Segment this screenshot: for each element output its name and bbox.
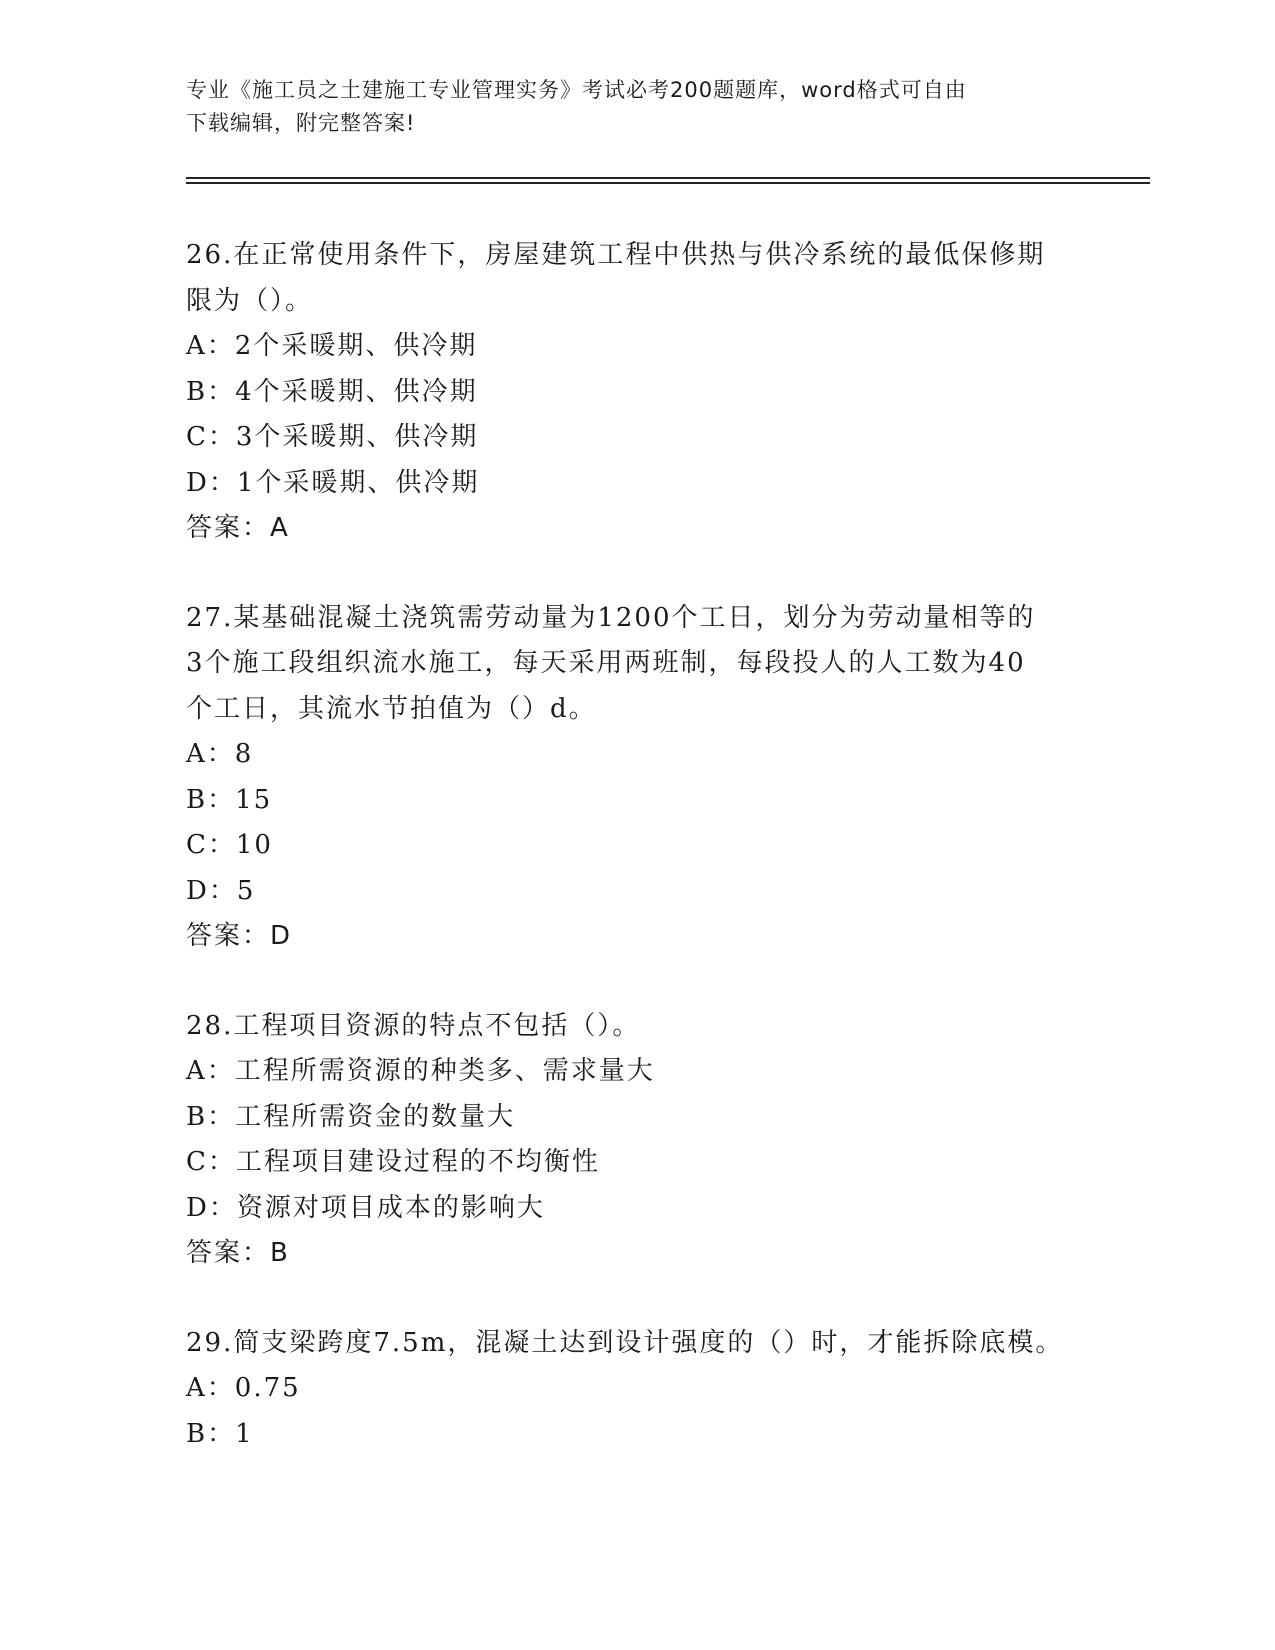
question-stem: 28.工程项目资源的特点不包括（）。 [186,1010,641,1041]
header-line-1: 专业《施工员之土建施工专业管理实务》考试必考200题题库，word格式可自由 [186,78,967,102]
option-b: B：1 [186,1418,254,1449]
option-b: B：15 [186,784,273,815]
option-c: C：10 [186,830,273,860]
question-29 [186,1321,1086,1458]
question-stem: 27.某基础混凝土浇筑需劳动量为1200个工日，划分为劳动量相等的 [186,602,1036,633]
option-b: B：工程所需资金的数量大 [186,1101,516,1132]
question-stem: 29.简支梁跨度7.5m，混凝土达到设计强度的（）时，才能拆除底模。 [186,1327,1064,1358]
question-stem: 26.在正常使用条件下，房屋建筑工程中供热与供冷系统的最低保修期 [186,240,1046,270]
question-stem: 3个施工段组织流水施工，每天采用两班制，每段投人的人工数为40 [186,648,1026,678]
option-d: D：1个采暖期、供冷期 [186,467,480,498]
answer-line: 答案：A [186,513,290,543]
question-26 [186,233,1086,552]
option-d: D：资源对项目成本的影响大 [186,1192,545,1223]
question-list [186,233,1086,1501]
header-line-2: 下载编辑，附完整答案! [186,111,416,135]
header-divider-top [186,177,1150,179]
question-stem: 限为（）。 [186,285,314,316]
option-a: A：2个采暖期、供冷期 [186,331,478,361]
option-a: A：工程所需资源的种类多、需求量大 [186,1056,655,1086]
option-a: A：8 [186,739,254,769]
question-28 [186,1004,1086,1277]
header-divider-bottom [186,182,1150,184]
answer-line: 答案：D [186,921,293,951]
option-a: A：0.75 [186,1373,301,1403]
option-d: D：5 [186,875,256,906]
question-27 [186,596,1086,960]
option-b: B：4个采暖期、供冷期 [186,376,478,407]
answer-line: 答案：B [186,1238,290,1268]
question-stem: 个工日，其流水节拍值为（）d。 [186,693,597,724]
document-header [186,74,1066,140]
option-c: C：工程项目建设过程的不均衡性 [186,1147,600,1177]
option-c: C：3个采暖期、供冷期 [186,422,479,452]
